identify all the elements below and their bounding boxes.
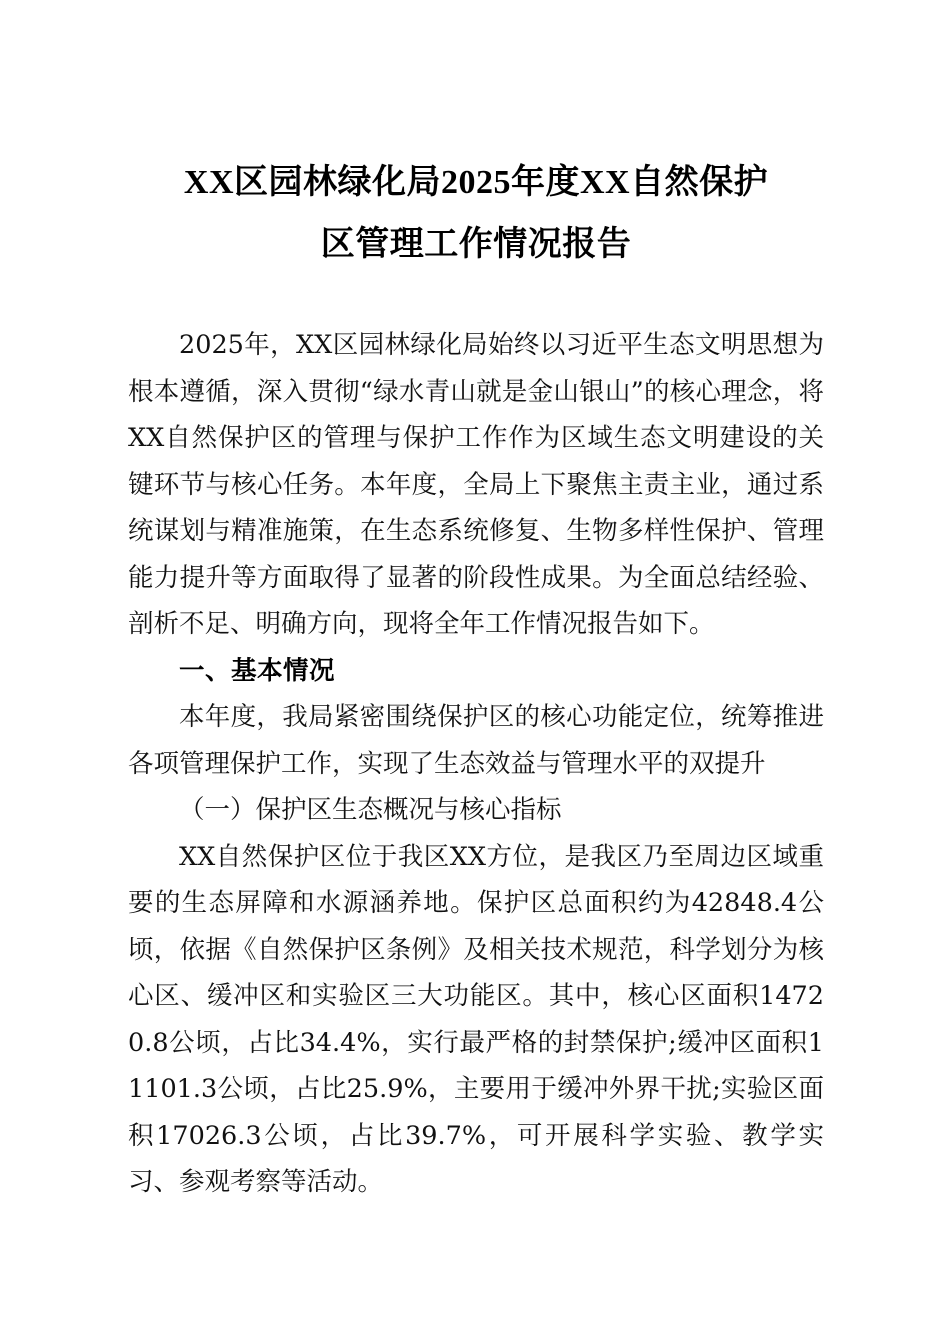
paragraph-intro: 2025年，XX区园林绿化局始终以习近平生态文明思想为根本遵循，深入贯彻“绿水青山就是金山银山”的核心理念，将XX自然保护区的管理与保护工作作为区域生态文明建设的关键环节与核心任务。本年度，全局上下聚焦主责主业，通过系统谋划与精准施策，在生态系统修复、生物多样性保护、管理能力提升等方面取得了显著的阶段性成果。为全面总结经验、剖析不足、明确方向，现将全年工作情况报告如下。 xyxy=(128,330,824,639)
page-title-line-2: 区管理工作情况报告 xyxy=(320,226,632,263)
page-title xyxy=(128,0,824,276)
paragraph-section1-body: 本年度，我局紧密围绕保护区的核心功能定位，统筹推进各项管理保护工作，实现了生态效益与管理水平的双提升 xyxy=(128,702,824,779)
document-body xyxy=(128,0,824,1206)
page-title-line-1: XX区园林绿化局2025年度XX自然保护 xyxy=(183,164,769,201)
paragraph-subsection1-body: XX自然保护区位于我区XX方位，是我区乃至周边区域重要的生态屏障和水源涵养地。保护区总面积约为42848.4公顷，依据《自然保护区条例》及相关技术规范，科学划分为核心区、缓冲区和实验区三大功能区。其中，核心区面积14720.8公顷，占比34.4%，实行最严格的封禁保护;缓冲区面积11101.3公顷，占比25.9%，主要用于缓冲外界干扰;实验区面积17026.3公顷，占比39.7%，可开展科学实验、教学实习、参观考察等活动。 xyxy=(128,841,824,1197)
section-heading-1: 一、基本情况 xyxy=(179,655,336,686)
subsection-heading-1: （一）保护区生态概况与核心指标 xyxy=(179,795,562,825)
